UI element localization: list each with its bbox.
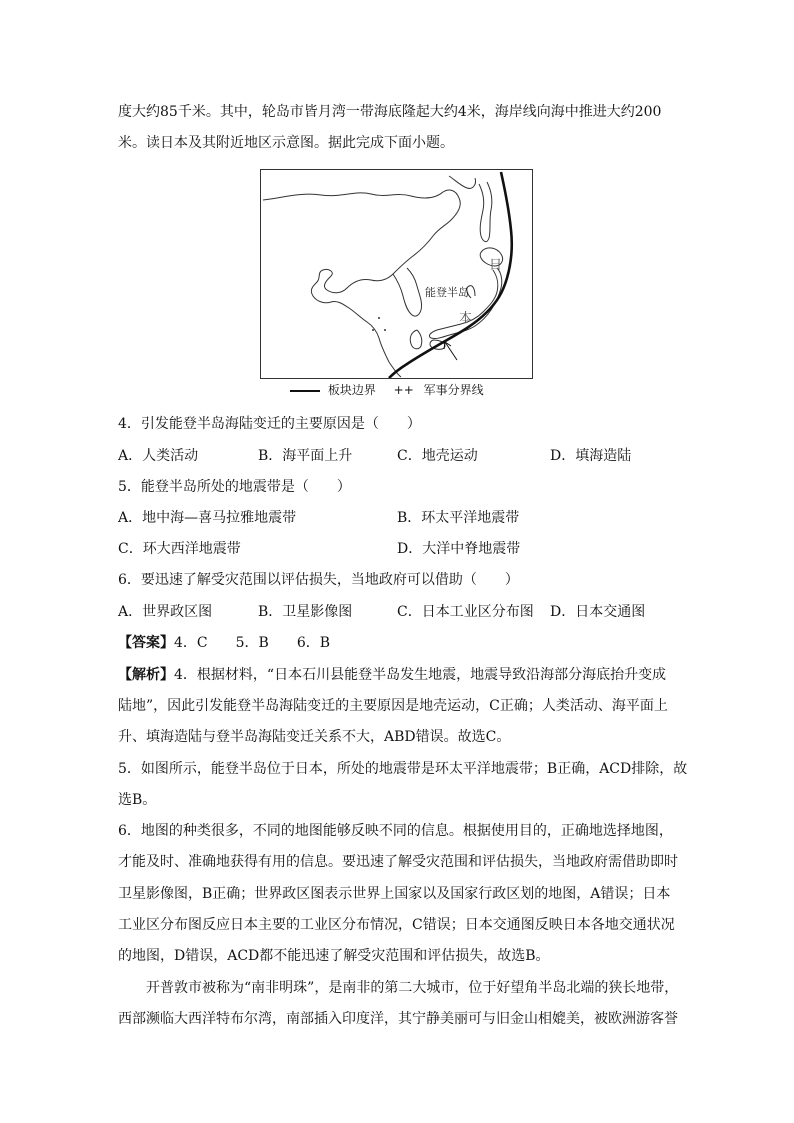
island-dot [378,317,380,319]
next-passage-line-2: 西部濒临大西洋特布尔湾，南部插入印度洋，其宁静美丽可与旧金山相媲美，被欧洲游客誉 [118,1011,678,1027]
map-legend [290,382,484,398]
island-dot [384,329,386,331]
question-6-stem: 6．要迅速了解受灾范围以评估损失，当地政府可以借助（ ） [118,572,519,588]
q5-option-b: B．环太平洋地震带 [397,510,520,526]
q4-option-c: C．地壳运动 [397,448,478,464]
korea-coastline [393,268,422,316]
label-japan-2: 本 [459,311,473,326]
q6-option-d: D．日本交通图 [550,604,646,620]
analysis-line-5: 选B。 [118,792,157,808]
q6-option-b: B．卫星影像图 [258,604,353,620]
pointer-arrow-line [445,342,457,360]
q6-option-c: C．日本工业区分布图 [397,604,534,620]
plate-boundary-legend-swatch [290,390,320,392]
answer-line [118,634,330,652]
question-5-stem: 5．能登半岛所处的地震带是（ ） [118,479,351,495]
analysis-line-1 [118,666,666,684]
legend-military-symbol: ++ [393,383,414,397]
question-4-stem: 4．引发能登半岛海陆变迁的主要原因是（ ） [118,416,421,432]
analysis-line-10: 的地图，D错误，ACD都不能迅速了解受灾范围和评估损失，故选B。 [118,948,550,964]
answer-text: 4．C 5．B 6．B [174,635,331,651]
q5-option-a: A．地中海—喜马拉雅地震带 [118,510,297,526]
plate-boundary-line [389,172,512,378]
analysis-line-8: 卫星影像图，B正确；世界政区图表示世界上国家以及国家行政区划的地图，A错误；日本 [118,886,671,902]
analysis-line-2: 陆地”，因此引发能登半岛海陆变迁的主要原因是地壳运动，C正确；人类活动、海平面上 [118,698,668,714]
q5-option-d: D．大洋中脊地震带 [397,541,521,557]
legend-plate-label: 板块边界 [327,383,376,397]
q4-option-d: D．填海造陆 [550,448,632,464]
q5-option-c: C．环大西洋地震带 [118,541,241,557]
kyushu-coastline [410,330,422,349]
kamchatka-coastline [449,176,476,188]
next-passage-line-1: 开普敦市被称为“南非明珠”，是南非的第二大城市，位于好望角半岛北端的狭长地带， [146,980,679,996]
island-dot [372,329,374,331]
analysis-label: 【解析】 [118,667,174,683]
analysis-line-3: 升、填海造陆与登半岛海陆变迁关系不大，ABD错误。故选C。 [118,729,511,745]
analysis-line-7: 才能及时、准确地获得有用的信息。要迅速了解受灾范围和评估损失，当地政府需借助即时 [118,854,678,870]
analysis-line-9: 工业区分布图反应日本主要的工业区分布情况，C错误；日本交通图反映日本各地交通状况 [118,917,675,933]
q4-option-b: B．海平面上升 [258,448,353,464]
analysis-line-6: 6．地图的种类很多，不同的地图能够反映不同的信息。根据使用目的，正确地选择地图， [118,823,673,839]
answer-label: 【答案】 [118,635,174,651]
intro-line-2: 米。读日本及其附近地区示意图。据此完成下面小题。 [118,135,454,151]
sakhalin-coastline [479,182,492,242]
legend-military-label: 军事分界线 [423,383,484,397]
japan-map-drawing [261,170,532,378]
intro-line-1: 度大约85千米。其中，轮岛市皆月湾一带海底隆起大约4米，海岸线向海中推进大约200 [118,104,662,120]
label-peninsula: 能登半岛 [425,286,469,299]
q6-option-a: A．世界政区图 [118,604,213,620]
analysis-line-4: 5．如图所示，能登半岛位于日本，所处的地震带是环太平洋地震带；B正确，ACD排除，故 [118,761,688,777]
japan-map [260,169,533,379]
label-japan-1: 日 [489,258,503,273]
q4-option-a: A．人类活动 [118,448,199,464]
analysis-text-1: 4．根据材料，“日本石川县能登半岛发生地震，地震导致沿海部分海底抬升变成 [174,667,667,683]
